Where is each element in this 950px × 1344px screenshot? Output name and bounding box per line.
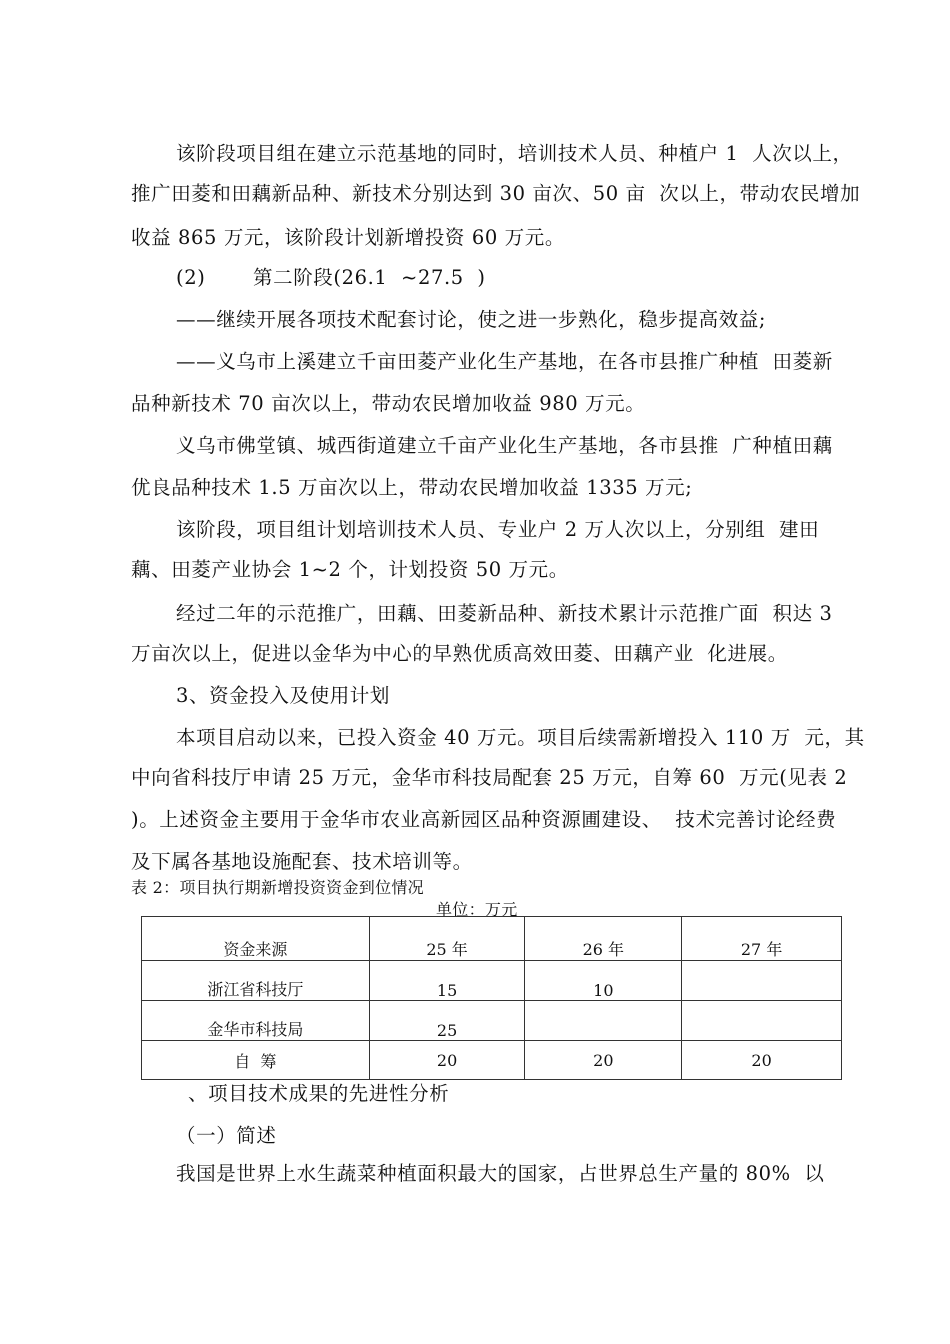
header-cell: 26 年 bbox=[525, 917, 682, 961]
table-cell: 金华市科技局 bbox=[142, 1001, 370, 1041]
paragraph-line: 及下属各基地设施配套、技术培训等。 bbox=[131, 850, 473, 873]
table-cell: 20 bbox=[682, 1041, 842, 1080]
table-unit: 单位：万元 bbox=[436, 900, 518, 919]
paragraph-line: ——义乌市上溪建立千亩田菱产业化生产基地，在各市县推广种植 田菱新 bbox=[176, 350, 833, 373]
paragraph-line: 推广田菱和田藕新品种、新技术分别达到 30 亩次、50 亩 次以上，带动农民增加 bbox=[131, 182, 861, 205]
table-cell: 20 bbox=[369, 1041, 525, 1080]
table-cell: 浙江省科技厅 bbox=[142, 961, 370, 1001]
table-cell: 25 bbox=[369, 1001, 525, 1041]
table-caption: 表 2：项目执行期新增投资资金到位情况 bbox=[131, 878, 424, 897]
table-cell: 自 筹 bbox=[142, 1041, 370, 1080]
paragraph-line: 经过二年的示范推广，田藕、田菱新品种、新技术累计示范推广面 积达 3 bbox=[176, 602, 833, 625]
investment-table bbox=[141, 916, 842, 1080]
table-cell: 10 bbox=[525, 961, 682, 1001]
header-cell: 25 年 bbox=[369, 917, 525, 961]
paragraph-line: ——继续开展各项技术配套讨论，使之进一步熟化，稳步提高效益; bbox=[176, 308, 767, 331]
table-cell: 15 bbox=[369, 961, 525, 1001]
header-cell: 资金来源 bbox=[142, 917, 370, 961]
section-heading: （一）简述 bbox=[176, 1124, 277, 1147]
table-header-row bbox=[142, 917, 842, 961]
section-heading: 、项目技术成果的先进性分析 bbox=[188, 1082, 450, 1105]
section-heading: 3、资金投入及使用计划 bbox=[176, 684, 391, 707]
header-cell: 27 年 bbox=[682, 917, 842, 961]
paragraph-line: 优良品种技术 1.5 万亩次以上，带动农民增加收益 1335 万元; bbox=[131, 476, 693, 499]
paragraph-line: 万亩次以上，促进以金华为中心的早熟优质高效田菱、田藕产业 化进展。 bbox=[131, 642, 788, 665]
table-row bbox=[142, 1041, 842, 1080]
table-cell bbox=[525, 1001, 682, 1041]
table-row bbox=[142, 1001, 842, 1041]
paragraph-line: )。上述资金主要用于金华市农业高新园区品种资源圃建设、 技术完善讨论经费 bbox=[131, 808, 837, 831]
paragraph-line: 我国是世界上水生蔬菜种植面积最大的国家，占世界总生产量的 80% 以 bbox=[176, 1162, 825, 1185]
paragraph-line: 本项目启动以来，已投入资金 40 万元。项目后续需新增投入 110 万 元，其 bbox=[176, 726, 865, 749]
paragraph-line: 中向省科技厅申请 25 万元，金华市科技局配套 25 万元，自筹 60 万元(见表 2 bbox=[131, 766, 848, 789]
paragraph-line: 该阶段，项目组计划培训技术人员、专业户 2 万人次以上，分别组 建田 bbox=[176, 518, 820, 541]
paragraph-line: 该阶段项目组在建立示范基地的同时，培训技术人员、种植户 1 人次以上， bbox=[176, 142, 853, 165]
paragraph-line: 收益 865 万元，该阶段计划新增投资 60 万元。 bbox=[131, 226, 565, 249]
table-cell: 20 bbox=[525, 1041, 682, 1080]
paragraph-line: 藕、田菱产业协会 1~2 个，计划投资 50 万元。 bbox=[131, 558, 569, 581]
table-cell bbox=[682, 961, 842, 1001]
paragraph-line: 义乌市佛堂镇、城西街道建立千亩产业化生产基地，各市县推 广种植田藕 bbox=[176, 434, 833, 457]
table-row bbox=[142, 961, 842, 1001]
table-cell bbox=[682, 1001, 842, 1041]
paragraph-line: 品种新技术 70 亩次以上，带动农民增加收益 980 万元。 bbox=[131, 392, 646, 415]
section-heading: (2) 第二阶段(26.1 ~27.5 ) bbox=[176, 266, 486, 289]
